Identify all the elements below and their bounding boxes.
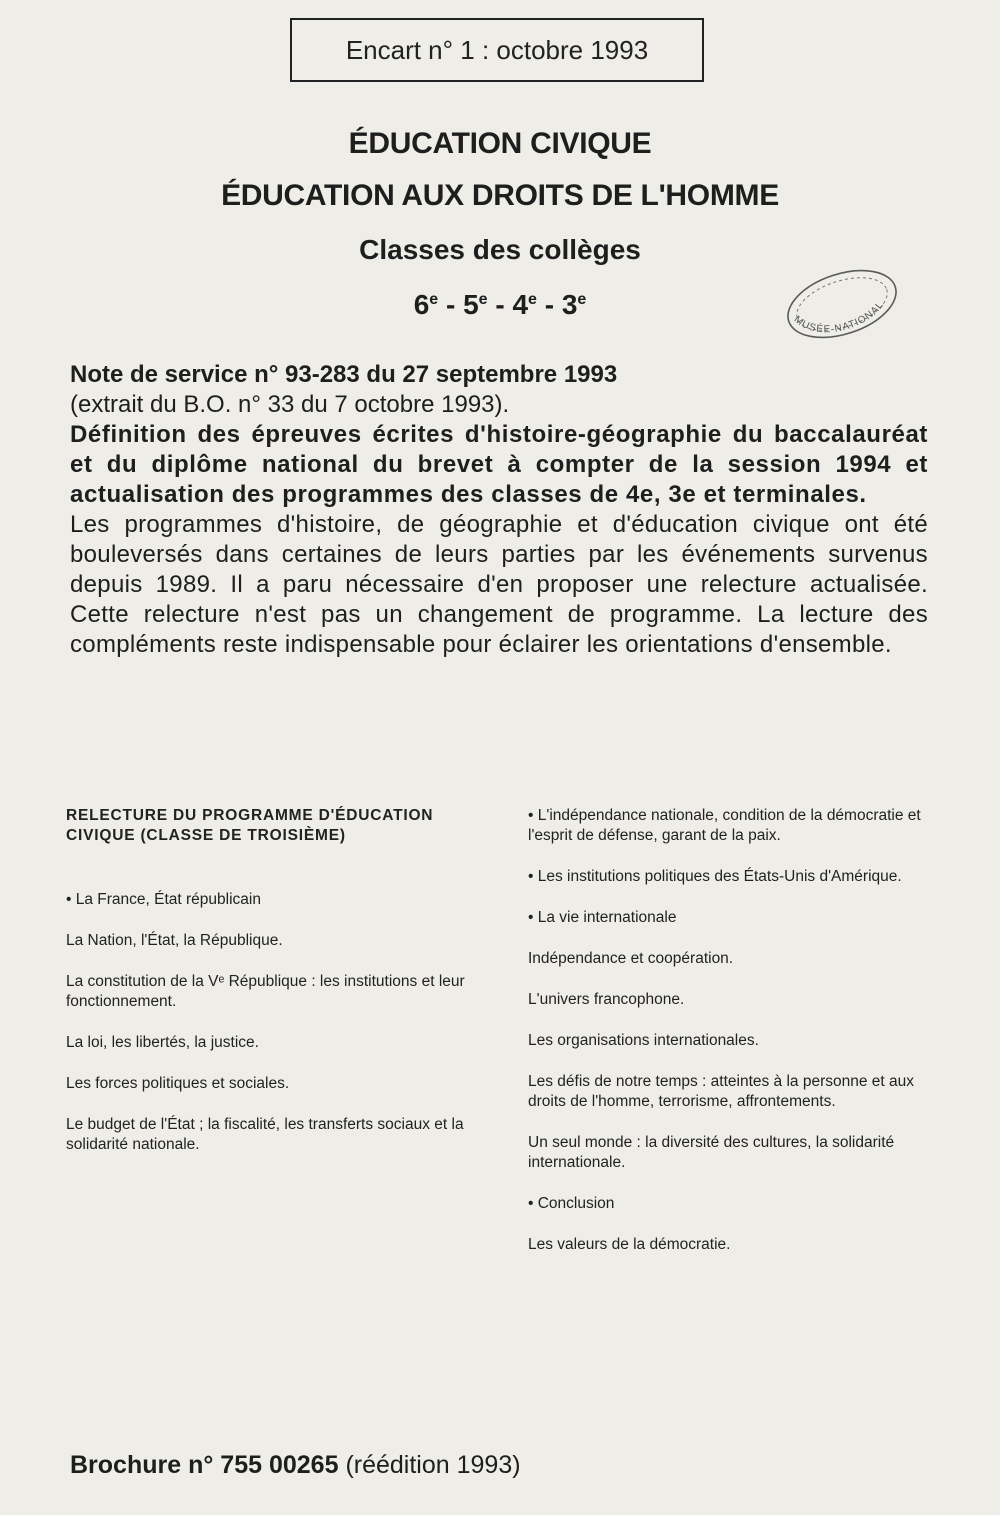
svg-text:MUSÉE NATIONAL bbox=[792, 299, 887, 335]
title-education-civique: ÉDUCATION CIVIQUE bbox=[348, 127, 652, 160]
grade-5: 5e bbox=[463, 289, 488, 320]
list-item: • L'indépendance nationale, condition de la démocratie et l'esprit de défense, garant de la paix. bbox=[528, 807, 921, 844]
list-item: Les forces politiques et sociales. bbox=[66, 1075, 290, 1092]
encart-header-box bbox=[290, 18, 704, 82]
right-column bbox=[528, 806, 934, 1255]
note-de-service bbox=[70, 360, 928, 660]
brochure-edition: (réédition 1993) bbox=[345, 1451, 521, 1479]
brochure-reference bbox=[70, 1448, 521, 1482]
library-stamp-icon bbox=[780, 258, 910, 350]
list-item: • Conclusion bbox=[528, 1195, 615, 1212]
list-item: • Les institutions politiques des États-Unis d'Amérique. bbox=[528, 868, 902, 885]
list-item: Indépendance et coopération. bbox=[528, 950, 734, 967]
list-item: La loi, les libertés, la justice. bbox=[66, 1034, 259, 1051]
grade-levels: 6e - 5e - 4e - 3e bbox=[413, 289, 587, 320]
grade-4: 4e bbox=[512, 289, 537, 320]
stamp-text: MUSÉE NATIONAL bbox=[791, 299, 887, 336]
list-item: • La France, État républicain bbox=[66, 891, 261, 908]
title-droits-homme: ÉDUCATION AUX DROITS DE L'HOMME bbox=[221, 179, 779, 212]
note-definition: Définition des épreuves écrites d'histoire-géographie du baccalauréat et du diplôme national du brevet à compter de la session 1994 et actualisation des programmes des classes de 4e, 3e et terminales. bbox=[70, 421, 928, 508]
list-item: Les valeurs de la démocratie. bbox=[528, 1236, 731, 1253]
list-item: La Nation, l'État, la République. bbox=[66, 932, 283, 949]
note-title: Note de service n° 93-283 du 27 septembre 1993 bbox=[70, 361, 618, 388]
list-item: Un seul monde : la diversité des cultures, la solidarité internationale. bbox=[528, 1134, 895, 1171]
list-item: La constitution de la Vᵉ République : les institutions et leur fonctionnement. bbox=[66, 973, 465, 1010]
grade-3: 3e bbox=[561, 289, 587, 320]
brochure-number: Brochure n° 755 00265 bbox=[70, 1451, 339, 1479]
section-heading: RELECTURE DU PROGRAMME D'ÉDUCATION CIVIQUE (CLASSE DE TROISIÈME) bbox=[66, 807, 434, 844]
note-body: Les programmes d'histoire, de géographie et d'éducation civique ont été bouleversés dans certaines de leurs parties par les événements survenus depuis 1989. Il a paru nécessaire d'en proposer une relecture actualisée. Cette relecture n'est pas un changement de programme. La lecture des compléments reste indispensable pour éclairer les orientations d'ensemble. bbox=[70, 511, 928, 658]
encart-label: Encart n° 1 : octobre 1993 bbox=[345, 34, 649, 65]
title-classes-colleges: Classes des collèges bbox=[359, 234, 641, 265]
left-column bbox=[66, 806, 474, 1155]
list-item: Les défis de notre temps : atteintes à la personne et aux droits de l'homme, terrorisme, affrontements. bbox=[528, 1073, 915, 1110]
list-item: Le budget de l'État ; la fiscalité, les transferts sociaux et la solidarité nationale. bbox=[66, 1116, 464, 1153]
grade-6: 6e bbox=[413, 289, 439, 320]
list-item: • La vie internationale bbox=[528, 909, 677, 926]
list-item: L'univers francophone. bbox=[528, 991, 685, 1008]
note-extract: (extrait du B.O. n° 33 du 7 octobre 1993). bbox=[70, 391, 510, 418]
list-item: Les organisations internationales. bbox=[528, 1032, 759, 1049]
